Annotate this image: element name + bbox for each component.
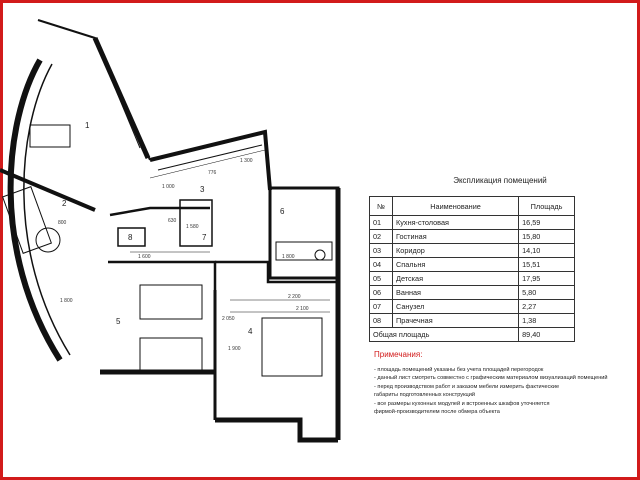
dimension-label: 1 900 <box>228 346 241 352</box>
note-item: фирмой-производителем после обмера объекта <box>374 409 500 416</box>
row-num: 01 <box>370 216 393 230</box>
room-number-6: 6 <box>280 207 285 216</box>
corridor-wall-left <box>110 208 210 215</box>
dimension-label: 1 000 <box>162 184 175 190</box>
note-item: - данный лист смотреть совместно с графическим материалом визуализаций помещений <box>374 375 608 382</box>
row-area: 15,51 <box>519 258 575 272</box>
table-header-row <box>370 197 575 216</box>
header-area: Площадь <box>519 197 575 216</box>
dimension-label: 2 200 <box>288 294 301 300</box>
row-area: 14,10 <box>519 244 575 258</box>
bed-child-2 <box>140 338 202 372</box>
room-number-8: 8 <box>128 233 133 242</box>
kitchen-counter <box>100 52 140 148</box>
note-item: - площадь помещений указаны без учета площадей перегородок <box>374 367 544 373</box>
total-label: Общая площадь <box>370 328 519 342</box>
notes-list <box>374 366 640 416</box>
row-num: 06 <box>370 286 393 300</box>
table-row <box>370 230 575 244</box>
kitchen-wall-upper <box>95 38 148 158</box>
notes-title: Примечания: <box>374 350 423 359</box>
dimension-label: 1 800 <box>60 298 73 304</box>
explication-table <box>369 196 575 342</box>
room-number-4: 4 <box>248 327 253 336</box>
row-name: Коридор <box>393 244 519 258</box>
note-item: - перед производством работ и заказом мебели измерить фактические <box>374 383 560 390</box>
row-name: Детская <box>393 272 519 286</box>
room-number-2: 2 <box>62 199 67 208</box>
table-row <box>370 300 575 314</box>
living-kitchen-divider <box>0 170 95 210</box>
table-row <box>370 286 575 300</box>
bathroom-box <box>270 188 338 278</box>
room-number-3: 3 <box>200 185 205 194</box>
row-num: 03 <box>370 244 393 258</box>
bed-master <box>262 318 322 376</box>
row-area: 17,95 <box>519 272 575 286</box>
bathtub-fixture <box>315 250 325 260</box>
row-area: 1,38 <box>519 314 575 328</box>
dimension-label: 800 <box>58 220 67 226</box>
note-item: - все размеры кухонных модулей и встроенных шкафов уточняется <box>374 400 550 407</box>
row-name: Гостиная <box>393 230 519 244</box>
row-area: 15,80 <box>519 230 575 244</box>
row-num: 07 <box>370 300 393 314</box>
row-name: Ванная <box>393 286 519 300</box>
table-row <box>370 216 575 230</box>
bedroom-bottom-wall <box>215 420 338 440</box>
bed-child-1 <box>140 285 202 319</box>
dimension-label: 1 580 <box>186 224 199 230</box>
dimension-label: 1 600 <box>138 254 151 260</box>
row-num: 02 <box>370 230 393 244</box>
row-area: 2,27 <box>519 300 575 314</box>
dimension-label: 2 100 <box>296 306 309 312</box>
curved-inner-wall <box>24 64 70 355</box>
dimension-label: 776 <box>208 170 217 176</box>
row-area: 16,59 <box>519 216 575 230</box>
dining-table <box>30 125 70 147</box>
row-area: 5,80 <box>519 286 575 300</box>
row-num: 05 <box>370 272 393 286</box>
room-number-5: 5 <box>116 317 121 326</box>
row-num: 04 <box>370 258 393 272</box>
dimension-label: 1 300 <box>240 158 253 164</box>
row-name: Кухня-столовая <box>393 216 519 230</box>
table-row <box>370 258 575 272</box>
dimension-label: 2 050 <box>222 316 235 322</box>
room-number-1: 1 <box>85 121 90 130</box>
explication-title: Экспликация помещений <box>453 176 547 185</box>
row-num: 08 <box>370 314 393 328</box>
header-name: Наименование <box>393 197 519 216</box>
table-total-row <box>370 328 575 342</box>
dimension-label: 1 800 <box>282 254 295 260</box>
note-item: габариты подготовленных конструкций <box>374 392 475 399</box>
table-row <box>370 244 575 258</box>
row-name: Санузел <box>393 300 519 314</box>
coffee-table <box>36 228 60 252</box>
row-name: Спальня <box>393 258 519 272</box>
dimension-label: 630 <box>168 218 177 224</box>
room-number-7: 7 <box>202 233 207 242</box>
table-row <box>370 272 575 286</box>
row-name: Прачечная <box>393 314 519 328</box>
total-area: 89,40 <box>519 328 575 342</box>
children-room-top-wall <box>108 262 215 292</box>
header-num: № <box>370 197 393 216</box>
table-row <box>370 314 575 328</box>
